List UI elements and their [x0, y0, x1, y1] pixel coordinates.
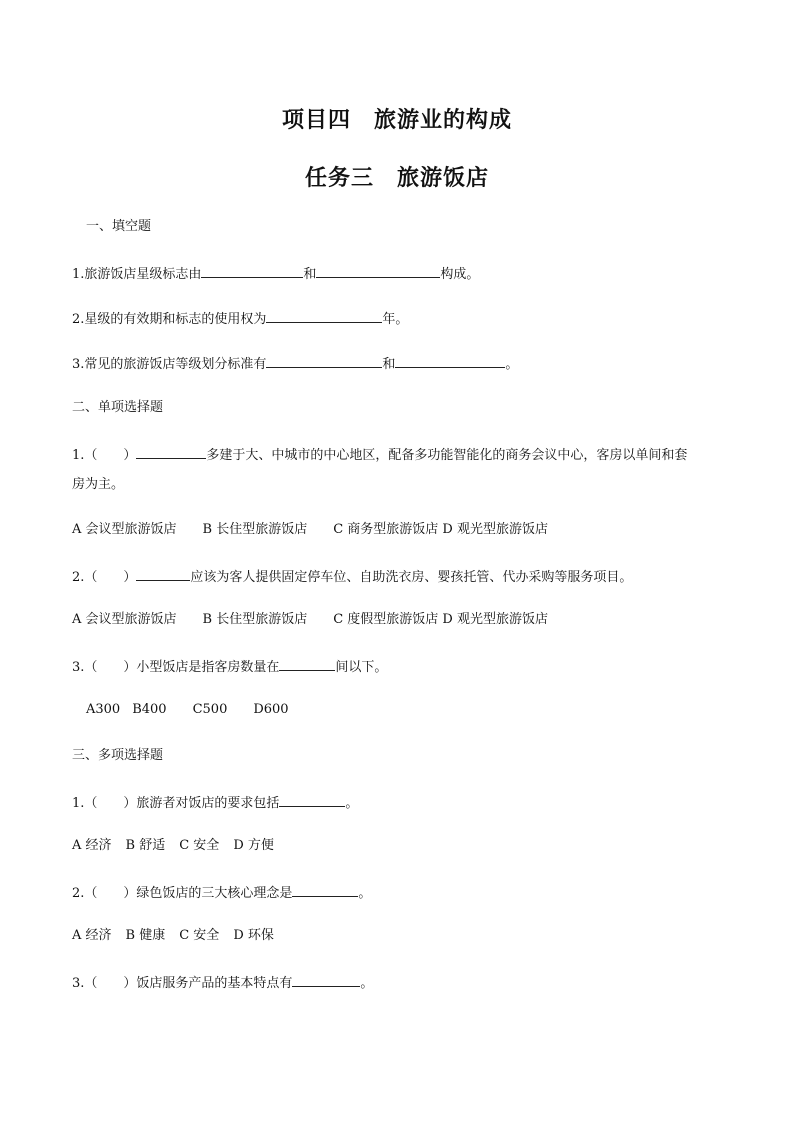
fill-q2-text-a: 2.星级的有效期和标志的使用权为	[72, 312, 267, 327]
multi-q2-prefix: 2.（ ）绿色饭店的三大核心理念是	[72, 886, 293, 901]
single-q1-option-cd[interactable]: C 商务型旅游饭店 D 观光型旅游饭店	[333, 522, 548, 537]
fill-q1-blank-1[interactable]	[201, 262, 303, 278]
single-q1-prefix: 1.（ ）	[72, 448, 137, 463]
single-question-1	[72, 443, 687, 466]
multi-q1-option-b[interactable]: B 舒适	[125, 838, 166, 853]
single-q2-option-cd[interactable]: C 度假型旅游饭店 D 观光型旅游饭店	[333, 612, 548, 627]
fill-q3-blank-2[interactable]	[395, 352, 505, 368]
multi-q3-suffix: 。	[360, 976, 374, 991]
single-q2-text: 应该为客人提供固定停车位、自助洗衣房、婴孩托管、代办采购等服务项目。	[190, 570, 633, 585]
multi-q2-suffix: 。	[358, 886, 372, 901]
single-q3-suffix: 间以下。	[335, 660, 388, 675]
single-q1-text: 多建于大、中城市的中心地区，配备多功能智能化的商务会议中心，客房以单间和套	[206, 448, 688, 463]
multi-question-2	[72, 881, 371, 904]
fill-q1-blank-2[interactable]	[316, 262, 440, 278]
single-q1-option-a[interactable]: A 会议型旅游饭店	[72, 522, 177, 537]
single-q2-prefix: 2.（ ）	[72, 570, 137, 585]
fill-question-2	[72, 307, 408, 330]
fill-q3-text-a: 3.常见的旅游饭店等级划分标准有	[72, 357, 267, 372]
multi-q1-options	[72, 836, 274, 856]
page-title: 项目四 旅游业的构成	[281, 107, 512, 133]
fill-q2-text-b: 年。	[382, 312, 409, 327]
single-q2-blank[interactable]	[136, 565, 190, 581]
single-question-2	[72, 565, 632, 588]
multi-q2-option-a[interactable]: A 经济	[72, 928, 112, 943]
multi-q2-blank[interactable]	[292, 881, 358, 897]
single-q3-prefix: 3.（ ）小型饭店是指客房数量在	[72, 660, 280, 675]
single-q3-option-c[interactable]: C500	[192, 702, 228, 717]
single-q3-option-d[interactable]: D600	[253, 702, 289, 717]
fill-q3-text-c: 。	[505, 357, 519, 372]
fill-q1-text-a: 1.旅游饭店星级标志由	[72, 267, 202, 282]
single-q1-options	[72, 520, 548, 540]
multi-q2-option-b[interactable]: B 健康	[125, 928, 166, 943]
single-q3-options	[86, 700, 289, 720]
single-q3-option-b[interactable]: B400	[132, 702, 167, 717]
single-question-3	[72, 655, 387, 678]
single-q2-option-b[interactable]: B 长住型旅游饭店	[202, 612, 308, 627]
single-q1-blank[interactable]	[136, 443, 206, 459]
single-q2-options	[72, 610, 548, 630]
single-q3-option-a[interactable]: A300	[86, 702, 121, 717]
multi-q1-option-d[interactable]: D 方便	[233, 838, 274, 853]
single-q1-text-cont: 房为主。	[72, 477, 125, 492]
single-q3-blank[interactable]	[279, 655, 335, 671]
multi-q2-option-d[interactable]: D 环保	[233, 928, 274, 943]
section-heading-multi-choice: 三、多项选择题	[72, 748, 164, 763]
section-heading-fill-blank: 一、填空题	[86, 219, 152, 234]
multi-question-3	[72, 971, 373, 994]
multi-q1-suffix: 。	[345, 796, 359, 811]
section-heading-single-choice: 二、单项选择题	[72, 400, 164, 415]
multi-q2-options	[72, 926, 274, 946]
multi-q3-blank[interactable]	[292, 971, 360, 987]
multi-q3-prefix: 3.（ ）饭店服务产品的基本特点有	[72, 976, 293, 991]
single-q1-option-b[interactable]: B 长住型旅游饭店	[202, 522, 308, 537]
fill-q3-blank-1[interactable]	[266, 352, 382, 368]
multi-q1-option-a[interactable]: A 经济	[72, 838, 112, 853]
multi-q1-option-c[interactable]: C 安全	[179, 838, 220, 853]
fill-question-1	[72, 262, 479, 285]
multi-q1-blank[interactable]	[279, 791, 345, 807]
fill-q2-blank-1[interactable]	[266, 307, 382, 323]
page-subtitle: 任务三 旅游饭店	[304, 165, 489, 191]
multi-question-1	[72, 791, 358, 814]
fill-q1-text-b: 和	[303, 267, 317, 282]
fill-q1-text-c: 构成。	[440, 267, 480, 282]
multi-q2-option-c[interactable]: C 安全	[179, 928, 220, 943]
single-q2-option-a[interactable]: A 会议型旅游饭店	[72, 612, 177, 627]
fill-question-3	[72, 352, 518, 375]
multi-q1-prefix: 1.（ ）旅游者对饭店的要求包括	[72, 796, 280, 811]
fill-q3-text-b: 和	[382, 357, 396, 372]
